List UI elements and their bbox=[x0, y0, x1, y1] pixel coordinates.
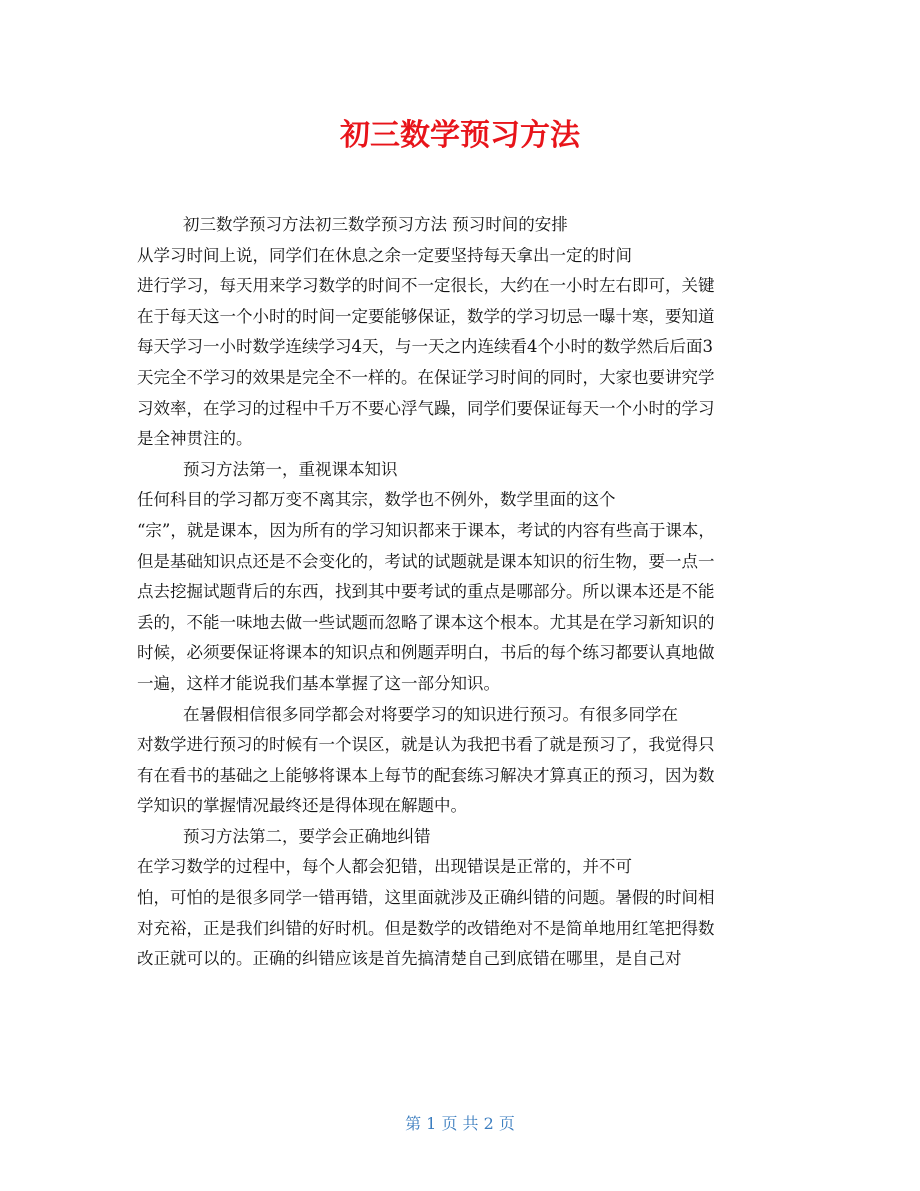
page-number-footer: 第 1 页 共 2 页 bbox=[405, 1114, 515, 1133]
text-line: 进行学习，每天用来学习数学的时间不一定很长，大约在一小时左右即可，关键 bbox=[137, 276, 715, 296]
text-line: 任何科目的学习都万变不离其宗，数学也不例外，数学里面的这个 bbox=[137, 490, 616, 510]
text-line: 天完全不学习的效果是完全不一样的。在保证学习时间的同时，大家也要讲究学 bbox=[137, 367, 715, 387]
text-line: 一遍，这样才能说我们基本掌握了这一部分知识。 bbox=[137, 673, 500, 693]
text-line: 时候，必须要保证将课本的知识点和例题弄明白，书后的每个练习都要认真地做 bbox=[137, 643, 715, 663]
text-line: 有在看书的基础之上能够将课本上每节的配套练习解决才算真正的预习，因为数 bbox=[137, 765, 715, 785]
text-line: 习效率，在学习的过程中千万不要心浮气躁，同学们要保证每天一个小时的学习 bbox=[137, 398, 715, 418]
text-line: 预习方法第一，重视课本知识 bbox=[183, 459, 398, 479]
text-line: 在暑假相信很多同学都会对将要学习的知识进行预习。有很多同学在 bbox=[183, 704, 678, 724]
text-line: 丢的，不能一味地去做一些试题而忽略了课本这个根本。尤其是在学习新知识的 bbox=[137, 612, 715, 632]
text-line: 预习方法第二，要学会正确地纠错 bbox=[183, 826, 431, 846]
text-line: 对数学进行预习的时候有一个误区，就是认为我把书看了就是预习了，我觉得只 bbox=[137, 735, 715, 755]
text-line: 从学习时间上说，同学们在休息之余一定要坚持每天拿出一定的时间 bbox=[137, 245, 632, 265]
text-line: 在于每天这一个小时的时间一定要能够保证，数学的学习切忌一曝十寒，要知道 bbox=[137, 306, 715, 326]
text-line: 每天学习一小时数学连续学习4天，与一天之内连续看4个小时的数学然后后面3 bbox=[137, 337, 713, 357]
text-line: 怕，可怕的是很多同学一错再错，这里面就涉及正确纠错的问题。暑假的时间相 bbox=[137, 888, 715, 908]
text-line: “宗”，就是课本，因为所有的学习知识都来于课本，考试的内容有些高于课本， bbox=[137, 520, 715, 540]
text-line: 学知识的掌握情况最终还是得体现在解题中。 bbox=[137, 796, 467, 816]
text-line: 是全神贯注的。 bbox=[137, 429, 253, 449]
text-line: 初三数学预习方法初三数学预习方法 预习时间的安排 bbox=[183, 215, 568, 234]
document-body bbox=[137, 210, 787, 975]
text-line: 但是基础知识点还是不会变化的，考试的试题就是课本知识的衍生物，要一点一 bbox=[137, 551, 715, 571]
text-line: 改正就可以的。正确的纠错应该是首先搞清楚自己到底错在哪里，是自己对 bbox=[137, 949, 682, 969]
document-title: 初三数学预习方法 bbox=[340, 118, 580, 153]
text-line: 点去挖掘试题背后的东西，找到其中要考试的重点是哪部分。所以课本还是不能 bbox=[137, 582, 715, 602]
text-line: 对充裕，正是我们纠错的好时机。但是数学的改错绝对不是简单地用红笔把得数 bbox=[137, 918, 715, 938]
text-line: 在学习数学的过程中，每个人都会犯错，出现错误是正常的，并不可 bbox=[137, 857, 632, 877]
